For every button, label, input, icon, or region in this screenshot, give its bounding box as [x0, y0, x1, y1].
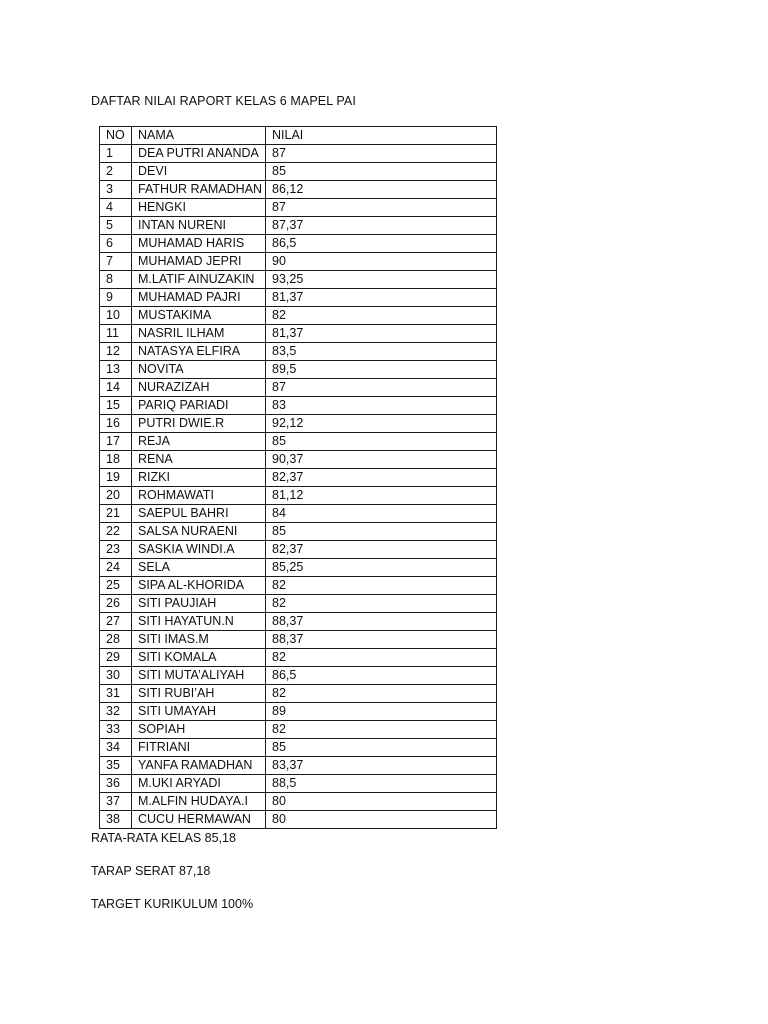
cell-no: 28 — [100, 631, 132, 649]
cell-nama: M.ALFIN HUDAYA.I — [132, 793, 266, 811]
cell-nilai: 85 — [266, 433, 497, 451]
cell-no: 8 — [100, 271, 132, 289]
cell-nama: SITI UMAYAH — [132, 703, 266, 721]
cell-nilai: 81,37 — [266, 325, 497, 343]
table-row — [100, 793, 497, 811]
table-row — [100, 631, 497, 649]
table-row — [100, 685, 497, 703]
table-row — [100, 559, 497, 577]
cell-nilai: 82 — [266, 685, 497, 703]
cell-nama: MUHAMAD PAJRI — [132, 289, 266, 307]
cell-nama: SAEPUL BAHRI — [132, 505, 266, 523]
cell-no: 29 — [100, 649, 132, 667]
cell-no: 9 — [100, 289, 132, 307]
cell-nilai: 80 — [266, 811, 497, 829]
table-header-row — [100, 127, 497, 145]
cell-no: 31 — [100, 685, 132, 703]
cell-nilai: 84 — [266, 505, 497, 523]
table-row — [100, 415, 497, 433]
cell-nilai: 83,37 — [266, 757, 497, 775]
cell-nama: DEA PUTRI ANANDA — [132, 145, 266, 163]
cell-no: 38 — [100, 811, 132, 829]
table-row — [100, 613, 497, 631]
cell-no: 12 — [100, 343, 132, 361]
cell-nilai: 82,37 — [266, 469, 497, 487]
cell-no: 22 — [100, 523, 132, 541]
table-row — [100, 343, 497, 361]
table-row — [100, 541, 497, 559]
cell-nama: SITI IMAS.M — [132, 631, 266, 649]
cell-no: 15 — [100, 397, 132, 415]
cell-no: 3 — [100, 181, 132, 199]
table-row — [100, 217, 497, 235]
table-row — [100, 577, 497, 595]
cell-nilai: 90,37 — [266, 451, 497, 469]
header-nilai: NILAI — [266, 127, 497, 145]
cell-no: 6 — [100, 235, 132, 253]
table-row — [100, 451, 497, 469]
cell-no: 20 — [100, 487, 132, 505]
table-row — [100, 307, 497, 325]
table-row — [100, 325, 497, 343]
cell-nama: FATHUR RAMADHAN — [132, 181, 266, 199]
cell-nama: MUSTAKIMA — [132, 307, 266, 325]
cell-nilai: 90 — [266, 253, 497, 271]
cell-nama: NOVITA — [132, 361, 266, 379]
cell-nama: M.UKI ARYADI — [132, 775, 266, 793]
grades-table — [99, 126, 497, 829]
cell-nilai: 82 — [266, 595, 497, 613]
cell-nilai: 85,25 — [266, 559, 497, 577]
cell-nama: SITI KOMALA — [132, 649, 266, 667]
table-row — [100, 397, 497, 415]
table-row — [100, 253, 497, 271]
cell-no: 27 — [100, 613, 132, 631]
cell-nilai: 88,5 — [266, 775, 497, 793]
cell-nilai: 85 — [266, 739, 497, 757]
table-row — [100, 739, 497, 757]
cell-nilai: 82 — [266, 577, 497, 595]
cell-nama: ROHMAWATI — [132, 487, 266, 505]
cell-nama: RENA — [132, 451, 266, 469]
class-average: RATA-RATA KELAS 85,18 — [91, 831, 236, 845]
cell-nama: SITI MUTA’ALIYAH — [132, 667, 266, 685]
table-row — [100, 667, 497, 685]
cell-nilai: 83,5 — [266, 343, 497, 361]
table-row — [100, 163, 497, 181]
cell-nilai: 88,37 — [266, 631, 497, 649]
table-row — [100, 649, 497, 667]
cell-nilai: 81,37 — [266, 289, 497, 307]
cell-nama: SELA — [132, 559, 266, 577]
cell-no: 26 — [100, 595, 132, 613]
cell-no: 23 — [100, 541, 132, 559]
cell-nilai: 86,5 — [266, 667, 497, 685]
cell-nama: SIPA AL-KHORIDA — [132, 577, 266, 595]
cell-no: 10 — [100, 307, 132, 325]
cell-nama: MUHAMAD HARIS — [132, 235, 266, 253]
tarap-serat: TARAP SERAT 87,18 — [91, 864, 211, 878]
grades-table-body — [100, 145, 497, 829]
cell-no: 25 — [100, 577, 132, 595]
cell-nama: RIZKI — [132, 469, 266, 487]
cell-no: 1 — [100, 145, 132, 163]
cell-nilai: 80 — [266, 793, 497, 811]
table-row — [100, 433, 497, 451]
cell-nama: HENGKI — [132, 199, 266, 217]
cell-nilai: 87 — [266, 379, 497, 397]
cell-nama: NATASYA ELFIRA — [132, 343, 266, 361]
table-row — [100, 289, 497, 307]
cell-nilai: 89,5 — [266, 361, 497, 379]
cell-nama: REJA — [132, 433, 266, 451]
cell-no: 34 — [100, 739, 132, 757]
cell-nilai: 87 — [266, 145, 497, 163]
cell-no: 24 — [100, 559, 132, 577]
table-row — [100, 271, 497, 289]
cell-no: 36 — [100, 775, 132, 793]
target-kurikulum: TARGET KURIKULUM 100% — [91, 897, 254, 911]
cell-no: 11 — [100, 325, 132, 343]
cell-no: 35 — [100, 757, 132, 775]
table-row — [100, 757, 497, 775]
document-title: DAFTAR NILAI RAPORT KELAS 6 MAPEL PAI — [91, 94, 356, 108]
cell-no: 17 — [100, 433, 132, 451]
cell-nilai: 82 — [266, 649, 497, 667]
cell-no: 16 — [100, 415, 132, 433]
cell-nilai: 86,12 — [266, 181, 497, 199]
cell-nama: SITI RUBI’AH — [132, 685, 266, 703]
cell-no: 13 — [100, 361, 132, 379]
cell-nama: PUTRI DWIE.R — [132, 415, 266, 433]
cell-no: 5 — [100, 217, 132, 235]
cell-no: 2 — [100, 163, 132, 181]
table-row — [100, 775, 497, 793]
cell-nama: DEVI — [132, 163, 266, 181]
cell-nilai: 93,25 — [266, 271, 497, 289]
cell-no: 33 — [100, 721, 132, 739]
table-row — [100, 811, 497, 829]
cell-nilai: 81,12 — [266, 487, 497, 505]
cell-nama: INTAN NURENI — [132, 217, 266, 235]
cell-nilai: 85 — [266, 523, 497, 541]
cell-no: 4 — [100, 199, 132, 217]
cell-nama: M.LATIF AINUZAKIN — [132, 271, 266, 289]
cell-nama: NASRIL ILHAM — [132, 325, 266, 343]
table-row — [100, 379, 497, 397]
cell-nilai: 89 — [266, 703, 497, 721]
table-row — [100, 145, 497, 163]
table-row — [100, 505, 497, 523]
cell-no: 37 — [100, 793, 132, 811]
cell-no: 32 — [100, 703, 132, 721]
table-row — [100, 361, 497, 379]
cell-nama: CUCU HERMAWAN — [132, 811, 266, 829]
header-no: NO — [100, 127, 132, 145]
table-row — [100, 235, 497, 253]
cell-nama: YANFA RAMADHAN — [132, 757, 266, 775]
cell-nilai: 86,5 — [266, 235, 497, 253]
cell-nilai: 85 — [266, 163, 497, 181]
cell-nama: SOPIAH — [132, 721, 266, 739]
cell-nilai: 87 — [266, 199, 497, 217]
cell-nilai: 88,37 — [266, 613, 497, 631]
cell-nilai: 82 — [266, 307, 497, 325]
table-row — [100, 703, 497, 721]
cell-nilai: 92,12 — [266, 415, 497, 433]
table-row — [100, 469, 497, 487]
cell-nama: NURAZIZAH — [132, 379, 266, 397]
table-row — [100, 721, 497, 739]
cell-nilai: 83 — [266, 397, 497, 415]
cell-no: 19 — [100, 469, 132, 487]
cell-no: 7 — [100, 253, 132, 271]
cell-nilai: 82 — [266, 721, 497, 739]
table-row — [100, 595, 497, 613]
cell-nama: SALSA NURAENI — [132, 523, 266, 541]
cell-no: 18 — [100, 451, 132, 469]
cell-nilai: 87,37 — [266, 217, 497, 235]
cell-nama: FITRIANI — [132, 739, 266, 757]
cell-nama: SITI HAYATUN.N — [132, 613, 266, 631]
cell-no: 30 — [100, 667, 132, 685]
table-row — [100, 487, 497, 505]
table-row — [100, 181, 497, 199]
cell-no: 21 — [100, 505, 132, 523]
cell-nama: SASKIA WINDI.A — [132, 541, 266, 559]
cell-nama: SITI PAUJIAH — [132, 595, 266, 613]
cell-no: 14 — [100, 379, 132, 397]
table-row — [100, 199, 497, 217]
cell-nilai: 82,37 — [266, 541, 497, 559]
cell-nama: PARIQ PARIADI — [132, 397, 266, 415]
table-row — [100, 523, 497, 541]
cell-nama: MUHAMAD JEPRI — [132, 253, 266, 271]
header-nama: NAMA — [132, 127, 266, 145]
